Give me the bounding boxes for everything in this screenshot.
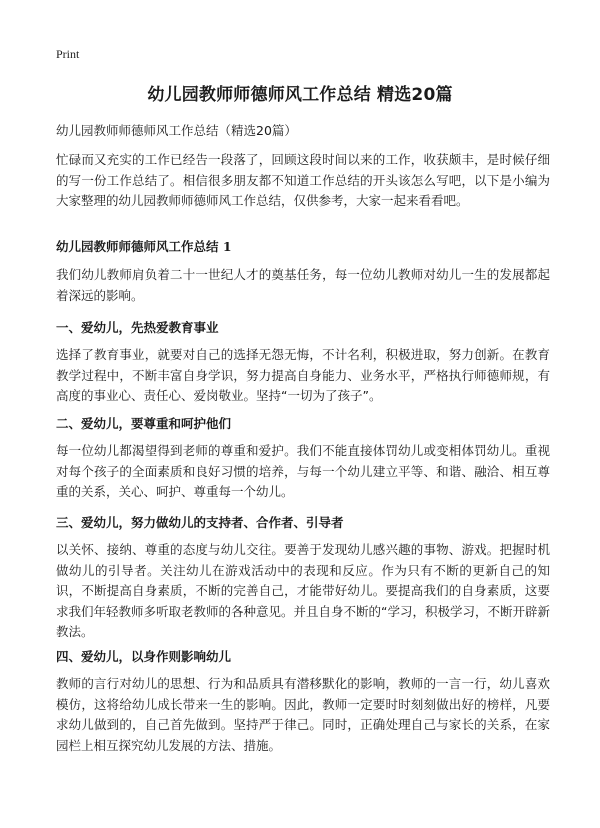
section-heading-3: 三、爱幼儿，努力做幼儿的支持者、合作者、引导者 xyxy=(56,515,344,530)
page-subtitle: 幼儿园教师师德师风工作总结（精选20篇） xyxy=(56,123,297,138)
intro-paragraph: 忙碌而又充实的工作已经告一段落了，回顾这段时间以来的工作，收获颇丰，是时候仔细的写一份工作总结了。相信很多朋友都不知道工作总结的开头该怎么写吧，以下是小编为大家整理的幼儿园教师师德师风工作总结，仅供参考，大家一起来看看吧。 xyxy=(56,152,550,208)
section-heading-1: 一、爱幼儿，先热爱教育事业 xyxy=(56,320,219,335)
summary-paragraph: 我们幼儿教师肩负着二十一世纪人才的奠基任务，每一位幼儿教师对幼儿一生的发展都起着深远的影响。 xyxy=(56,267,550,303)
section-heading-4: 四、爱幼儿，以身作则影响幼儿 xyxy=(56,649,232,664)
page-title: 幼儿园教师师德师风工作总结 精选20篇 xyxy=(147,85,453,105)
section-heading-2: 二、爱幼儿，要尊重和呵护他们 xyxy=(56,416,232,431)
section-paragraph-4: 教师的言行对幼儿的思想、行为和品质具有潜移默化的影响，教师的一言一行，幼儿喜欢模仿，这将给幼儿成长带来一生的影响。因此，教师一定要时时刻刻做出好的榜样，凡要求幼儿做到的，自己首先做到。坚持严于律己。同时，正确处理自己与家长的关系，在家园栏上相互探究幼儿发展的方法、措施。 xyxy=(56,676,550,753)
section-paragraph-1: 选择了教育事业，就要对自己的选择无怨无悔，不计名利，积极进取，努力创新。在教育教学过程中，不断丰富自身学识，努力提高自身能力、业务水平，严格执行师德师规，有高度的事业心、责任心、爱岗敬业。坚持“一切为了孩子”。 xyxy=(56,347,550,403)
print-link[interactable]: Print xyxy=(56,47,80,61)
summary-heading: 幼儿园教师师德师风工作总结 1 xyxy=(56,239,232,254)
section-paragraph-3: 以关怀、接纳、尊重的态度与幼儿交往。要善于发现幼儿感兴趣的事物、游戏。把握时机做幼儿的引导者。关注幼儿在游戏活动中的表现和反应。作为只有不断的更新自己的知识，不断提高自身素质，不断的完善自己，才能带好幼儿。要提高我们的自身素质，这要求我们年轻教师多听取老教师的各种意见。并且自身不断的“学习，积极学习，不断开辟新教法。 xyxy=(56,542,550,639)
section-paragraph-2: 每一位幼儿都渴望得到老师的尊重和爱护。我们不能直接体罚幼儿或变相体罚幼儿。重视对每个孩子的全面素质和良好习惯的培养，与每一个幼儿建立平等、和谐、融洽、相互尊重的关系，关心、呵护、尊重每一个幼儿。 xyxy=(56,443,550,499)
